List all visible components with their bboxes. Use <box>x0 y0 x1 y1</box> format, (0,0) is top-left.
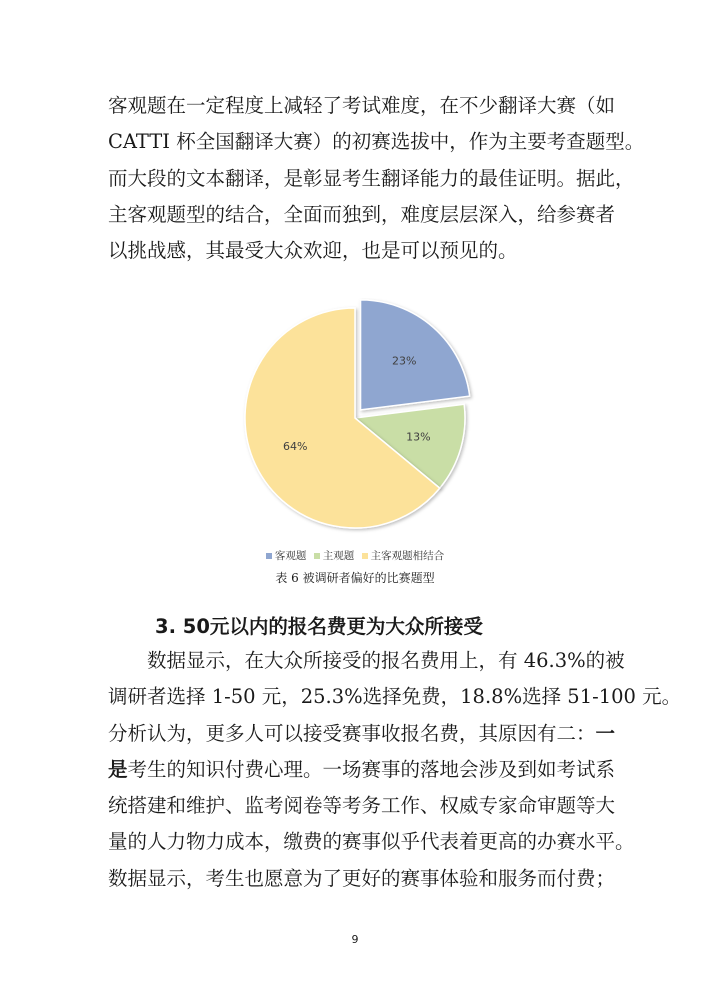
pie-label-1: 13% <box>406 430 431 444</box>
para2-line-4: 是考生的知识付费心理。一场赛事的落地会涉及到如考试系 <box>108 757 616 781</box>
paragraph-1 <box>108 88 645 269</box>
legend-swatch-subjective <box>314 553 320 559</box>
pie-label-2: 64% <box>283 440 308 454</box>
para1-line-3: 而大段的文本翻译，是彰显考生翻译能力的最佳证明。据此， <box>108 166 635 190</box>
pie-label-0: 23% <box>391 354 417 368</box>
para1-line-2: CATTI 杯全国翻译大赛）的初赛选拔中，作为主要考查题型。 <box>108 130 645 154</box>
legend-swatch-combined <box>362 553 368 559</box>
legend-swatch-objective <box>266 553 272 559</box>
legend-label-objective: 客观题 <box>274 550 307 562</box>
para2-line-6: 量的人力物力成本，缴费的赛事似乎代表着更高的办赛水平。 <box>108 830 635 854</box>
legend-item-subjective <box>314 548 355 563</box>
para2-line-5: 统搭建和维护、监考阅卷等考务工作、权威专家命审题等大 <box>108 794 616 818</box>
bold-first-marker: 一 <box>595 721 616 745</box>
legend-item-combined <box>362 548 445 563</box>
bold-is-marker: 是 <box>108 757 128 781</box>
paragraph-2 <box>108 643 682 897</box>
para2-line-3: 分析认为，更多人可以接受赛事收报名费，其原因有二：一 <box>108 721 616 745</box>
legend-label-subjective: 主观题 <box>322 550 355 562</box>
legend-label-combined: 主客观题相结合 <box>370 550 445 562</box>
section-heading: 3. 50元以内的报名费更为大众所接受 <box>155 615 483 638</box>
para1-line-1: 客观题在一定程度上减轻了考试难度，在不少翻译大赛（如 <box>108 94 616 117</box>
para1-line-5: 以挑战感，其最受大众欢迎，也是可以预见的。 <box>108 239 518 263</box>
chart-caption: 表 6 被调研者偏好的比赛题型 <box>275 571 435 585</box>
para2-line-1: 数据显示，在大众所接受的报名费用上，有 46.3%的被 <box>147 649 625 672</box>
para2-line-2: 调研者选择 1-50 元，25.3%选择免费，18.8%选择 51-100 元。 <box>108 685 682 709</box>
legend-item-objective <box>266 548 307 563</box>
page-number: 9 <box>351 933 359 946</box>
chart-legend <box>0 548 710 563</box>
para2-line-7: 数据显示，考生也愿意为了更好的赛事体验和服务而付费； <box>108 866 616 890</box>
para1-line-4: 主客观题型的结合，全面而独到，难度层层深入，给参赛者 <box>108 202 616 226</box>
